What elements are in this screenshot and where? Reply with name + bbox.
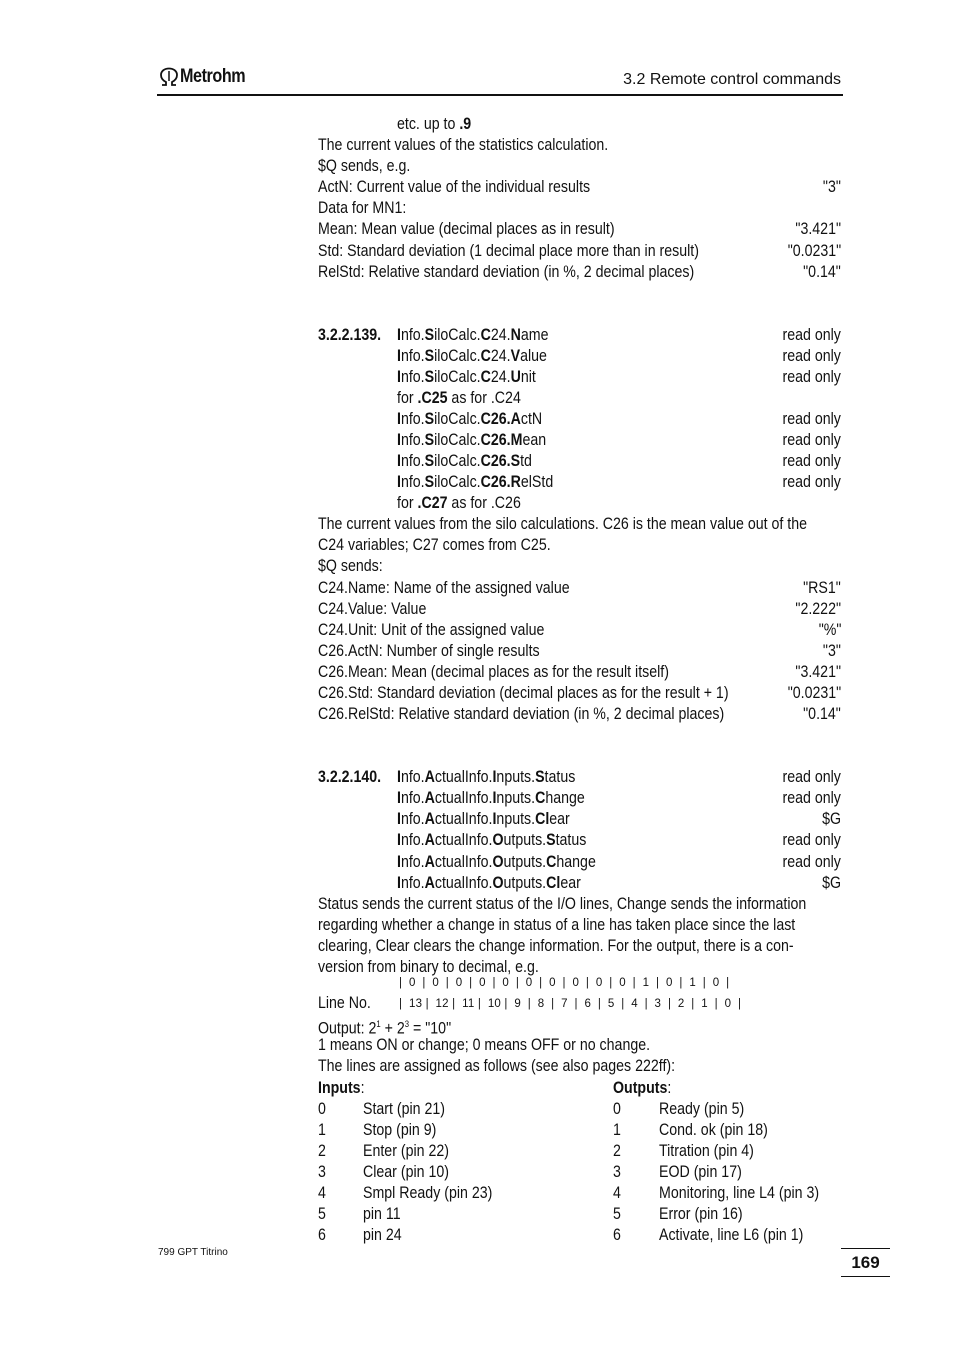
omega-logo-icon: [158, 67, 180, 87]
on-off-note: 1 means ON or change; 0 means OFF or no change.: [318, 1036, 651, 1054]
input-line-number: 5: [318, 1205, 326, 1223]
command-c26-relstd: Info.SiloCalc.C26.RelStd: [397, 473, 554, 491]
input-line-number: 2: [318, 1142, 326, 1160]
output-line-number: 3: [613, 1163, 621, 1181]
stats-row-label: ActN: Current value of the individual results: [318, 178, 591, 196]
io-desc: Status sends the current status of the I/O lines, Change sends the information: [318, 895, 807, 913]
access-mode: read only: [782, 473, 841, 491]
silo-row-label: C26.RelStd: Relative standard deviation (in %, 2 decimal places): [318, 705, 725, 723]
stats-row-value: "0.14": [803, 263, 841, 281]
inputs-heading: Inputs:: [318, 1079, 365, 1097]
output-line-label: Cond. ok (pin 18): [659, 1121, 768, 1139]
stats-row-value: "3": [823, 178, 841, 196]
silo-row-label: C26.ActN: Number of single results: [318, 642, 540, 660]
line-no-label: Line No.: [318, 994, 371, 1012]
stats-row-value: "3.421": [795, 220, 841, 238]
access-mode: read only: [782, 347, 841, 365]
input-line-label: Smpl Ready (pin 23): [363, 1184, 493, 1202]
access-mode: read only: [782, 789, 841, 807]
input-line-number: 6: [318, 1226, 326, 1244]
output-line-number: 2: [613, 1142, 621, 1160]
page-number: 169: [841, 1248, 890, 1277]
input-line-label: pin 11: [363, 1205, 401, 1223]
stats-row-label: RelStd: Relative standard deviation (in %, 2 decimal places): [318, 263, 695, 281]
command-outputs-status: Info.ActualInfo.Outputs.Status: [397, 831, 587, 849]
stats-row-label: Data for MN1:: [318, 199, 407, 217]
input-line-number: 1: [318, 1121, 326, 1139]
silo-row-value: "RS1": [803, 579, 841, 597]
stats-row-label: Std: Standard deviation (1 decimal place more than in result): [318, 242, 699, 260]
header-rule: [157, 94, 843, 96]
silo-sends: $Q sends:: [318, 557, 383, 575]
line-numbers-row: | 13 | 12 | 11 | 10 | 9 | 8 | 7 | 6 | 5 | 4 | 3 | 2 | 1 | 0 |: [399, 998, 742, 1010]
section-title: 3.2 Remote control commands: [623, 71, 841, 88]
silo-row-label: C26.Mean: Mean (decimal places as for the result itself): [318, 663, 669, 681]
command-c24-unit: Info.SiloCalc.C24.Unit: [397, 368, 536, 386]
input-line-label: Start (pin 21): [363, 1100, 446, 1118]
for-c25-note: for .C25 as for .C24: [397, 389, 521, 407]
command-inputs-clear: Info.ActualInfo.Inputs.Clear: [397, 810, 570, 828]
command-outputs-clear: Info.ActualInfo.Outputs.Clear: [397, 874, 581, 892]
input-line-label: Clear (pin 10): [363, 1163, 449, 1181]
silo-row-value: "3.421": [795, 663, 841, 681]
command-c26-actn: Info.SiloCalc.C26.ActN: [397, 410, 543, 428]
output-line-number: 0: [613, 1100, 621, 1118]
product-name: 799 GPT Titrino: [158, 1247, 228, 1258]
silo-desc: C24 variables; C27 comes from C25.: [318, 536, 551, 554]
silo-row-value: "0.14": [803, 705, 841, 723]
silo-row-value: "2.222": [795, 600, 841, 618]
command-c26-mean: Info.SiloCalc.C26.Mean: [397, 431, 547, 449]
output-line-label: Monitoring, line L4 (pin 3): [659, 1184, 820, 1202]
input-line-number: 3: [318, 1163, 326, 1181]
access-mode: $G: [822, 874, 841, 892]
access-mode: read only: [782, 410, 841, 428]
output-line-label: Error (pin 16): [659, 1205, 743, 1223]
command-c24-value: Info.SiloCalc.C24.Value: [397, 347, 547, 365]
output-line-label: EOD (pin 17): [659, 1163, 742, 1181]
access-mode: read only: [782, 768, 841, 786]
command-inputs-change: Info.ActualInfo.Inputs.Change: [397, 789, 585, 807]
etc-line: etc. up to .9: [397, 115, 472, 133]
output-line-number: 6: [613, 1226, 621, 1244]
access-mode: read only: [782, 831, 841, 849]
output-line-label: Activate, line L6 (pin 1): [659, 1226, 804, 1244]
section-number: 3.2.2.140.: [318, 768, 382, 786]
assignment-note: The lines are assigned as follows (see also pages 222ff):: [318, 1057, 676, 1075]
stats-row-value: "0.0231": [787, 242, 841, 260]
access-mode: read only: [782, 452, 841, 470]
output-example: Output: $2^1 + 2^3$ = "10": [318, 1019, 452, 1038]
silo-row-value: "%": [818, 621, 841, 639]
silo-row-label: C24.Value: Value: [318, 600, 427, 618]
access-mode: read only: [782, 431, 841, 449]
silo-row-label: C24.Unit: Unit of the assigned value: [318, 621, 545, 639]
command-c24-name: Info.SiloCalc.C24.Name: [397, 326, 549, 344]
stats-desc: The current values of the statistics calculation.: [318, 136, 609, 154]
section-number: 3.2.2.139.: [318, 326, 382, 344]
input-line-label: pin 24: [363, 1226, 402, 1244]
input-line-label: Enter (pin 22): [363, 1142, 449, 1160]
output-line-number: 5: [613, 1205, 621, 1223]
io-desc: clearing, Clear clears the change information. For the output, there is a con-: [318, 937, 794, 955]
silo-desc: The current values from the silo calculations. C26 is the mean value out of the: [318, 515, 808, 533]
input-line-number: 4: [318, 1184, 326, 1202]
command-inputs-status: Info.ActualInfo.Inputs.Status: [397, 768, 576, 786]
access-mode: read only: [782, 853, 841, 871]
output-line-label: Ready (pin 5): [659, 1100, 745, 1118]
input-line-label: Stop (pin 9): [363, 1121, 437, 1139]
silo-row-value: "3": [823, 642, 841, 660]
outputs-heading: Outputs:: [613, 1079, 672, 1097]
stats-sends: $Q sends, e.g.: [318, 157, 411, 175]
access-mode: read only: [782, 368, 841, 386]
input-line-number: 0: [318, 1100, 326, 1118]
bit-values-row: | 0 | 0 | 0 | 0 | 0 | 0 | 0 | 0 | 0 | 0 | 1 | 0 | 1 | 0 |: [399, 977, 730, 989]
command-outputs-change: Info.ActualInfo.Outputs.Change: [397, 853, 596, 871]
silo-row-label: C24.Name: Name of the assigned value: [318, 579, 570, 597]
stats-row-label: Mean: Mean value (decimal places as in result): [318, 220, 615, 238]
output-line-number: 4: [613, 1184, 621, 1202]
silo-row-value: "0.0231": [787, 684, 841, 702]
for-c27-note: for .C27 as for .C26: [397, 494, 521, 512]
access-mode: read only: [782, 326, 841, 344]
command-c26-std: Info.SiloCalc.C26.Std: [397, 452, 532, 470]
metrohm-logo: [158, 66, 257, 88]
output-line-label: Titration (pin 4): [659, 1142, 754, 1160]
output-line-number: 1: [613, 1121, 621, 1139]
access-mode: $G: [822, 810, 841, 828]
logo-text: Metrohm: [180, 66, 246, 87]
silo-row-label: C26.Std: Standard deviation (decimal places as for the result + 1): [318, 684, 729, 702]
io-desc: version from binary to decimal, e.g.: [318, 958, 539, 976]
io-desc: regarding whether a change in status of a line has taken place since the last: [318, 916, 796, 934]
